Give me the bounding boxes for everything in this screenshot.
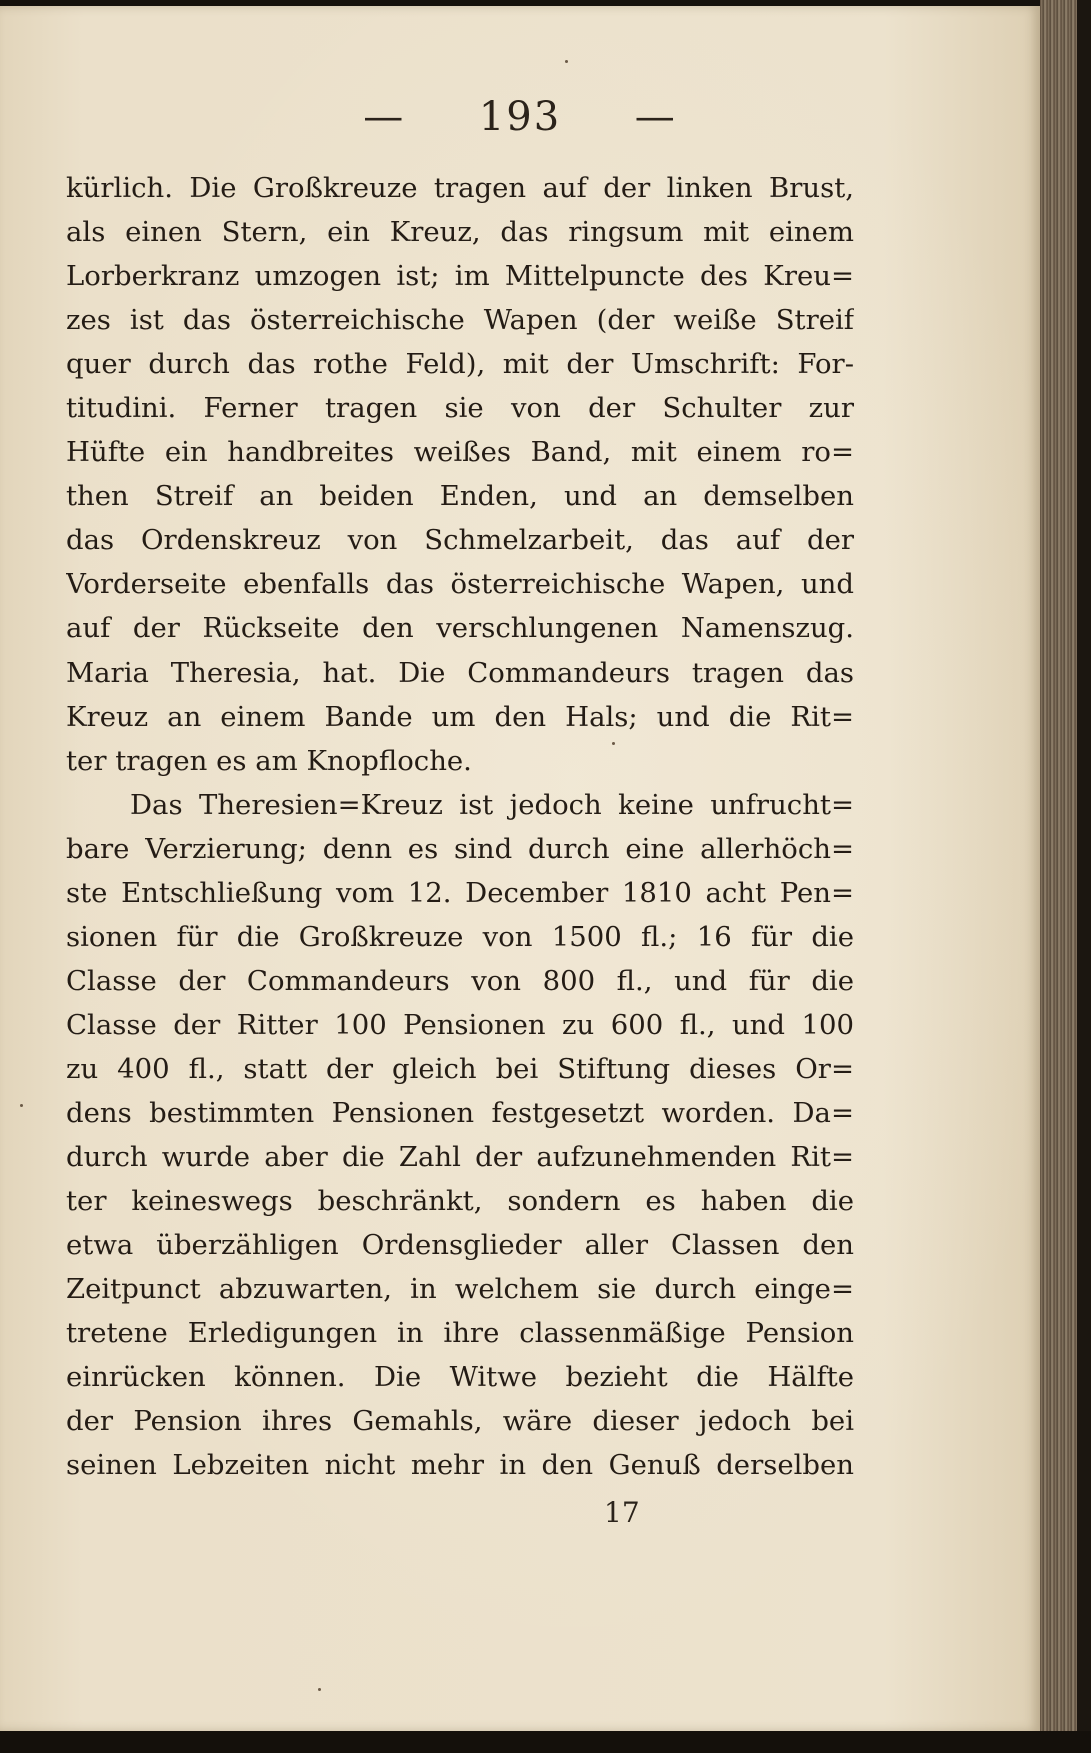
page-number: 193 — [478, 94, 562, 140]
text-line: der Pension ihres Gemahls, wäre dieser jedoch bei — [66, 1405, 854, 1438]
text-line: Kreuz an einem Bande um den Hals; und die Rit= — [66, 700, 854, 733]
text-line: einrücken können. Die Witwe bezieht die Hälfte — [66, 1361, 854, 1394]
page-header — [0, 94, 1040, 140]
text-line: Zeitpunct abzuwarten, in welchem sie durch einge= — [66, 1273, 854, 1306]
header-dash-left: — — [363, 94, 406, 140]
text-line: ter tragen es am Knopfloche. — [66, 744, 472, 777]
signature-mark: 17 — [604, 1496, 640, 1529]
paper-speck — [318, 1688, 321, 1691]
text-line: dens bestimmten Pensionen festgesetzt worden. Da= — [66, 1096, 854, 1129]
text-line: then Streif an beiden Enden, und an demselben — [66, 480, 854, 513]
text-line: ste Entschließung vom 12. December 1810 acht Pen= — [66, 876, 854, 909]
text-line: Hüfte ein handbreites weißes Band, mit einem ro= — [66, 436, 854, 469]
text-line: etwa überzähligen Ordensglieder aller Classen den — [66, 1229, 854, 1262]
text-line: Lorberkranz umzogen ist; im Mittelpuncte des Kreu= — [66, 260, 854, 293]
header-dash-right: — — [634, 94, 677, 140]
text-line: das Ordenskreuz von Schmelzarbeit, das auf der — [66, 524, 854, 557]
text-line: titudini. Ferner tragen sie von der Schulter zur — [66, 392, 854, 425]
text-line: zes ist das österreichische Wapen (der weiße Streif — [66, 304, 854, 337]
paper-speck — [565, 60, 568, 63]
text-line: durch wurde aber die Zahl der aufzunehmenden Rit= — [66, 1141, 854, 1174]
text-line: quer durch das rothe Feld), mit der Umschrift: For- — [66, 348, 854, 381]
book-page — [0, 6, 1040, 1731]
page-stack-edge — [1040, 0, 1091, 1753]
text-line: Classe der Commandeurs von 800 fl., und für die — [66, 964, 854, 997]
text-line: zu 400 fl., statt der gleich bei Stiftung dieses Or= — [66, 1052, 854, 1085]
text-line: ter keineswegs beschränkt, sondern es haben die — [66, 1185, 854, 1218]
text-line: bare Verzierung; denn es sind durch eine allerhöch= — [66, 832, 854, 865]
text-line: auf der Rückseite den verschlungenen Namenszug. — [66, 612, 854, 645]
paragraph-start-line: Das Theresien=Kreuz ist jedoch keine unfrucht= — [130, 788, 854, 821]
text-line: Maria Theresia, hat. Die Commandeurs tragen das — [66, 656, 854, 689]
text-line: seinen Lebzeiten nicht mehr in den Genuß derselben — [66, 1449, 854, 1482]
body-text — [66, 166, 854, 1487]
text-line: Vorderseite ebenfalls das österreichische Wapen, und — [66, 568, 854, 601]
text-line: als einen Stern, ein Kreuz, das ringsum mit einem — [66, 216, 854, 249]
text-line: sionen für die Großkreuze von 1500 fl.; 16 für die — [66, 920, 854, 953]
text-line: Classe der Ritter 100 Pensionen zu 600 fl., und 100 — [66, 1008, 854, 1041]
text-line: tretene Erledigungen in ihre classenmäßige Pension — [66, 1317, 854, 1350]
background-strip — [0, 1731, 1091, 1753]
paper-speck — [20, 1104, 23, 1107]
text-line: kürlich. Die Großkreuze tragen auf der linken Brust, — [66, 172, 854, 204]
